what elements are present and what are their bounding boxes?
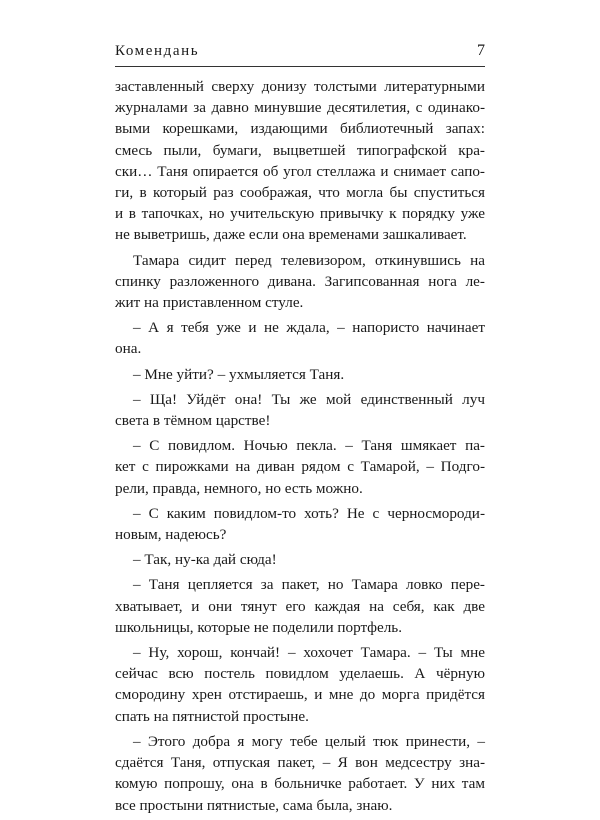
- text-line: спинку разложенного дивана. Загипсованная нога ле-: [115, 272, 485, 290]
- paragraph: [115, 250, 485, 314]
- text-line: смородину хрен отстираешь, и мне до морга придётся: [115, 686, 485, 704]
- paragraph: [115, 389, 485, 431]
- text-line: – Ну, хорош, кончай! – хохочет Тамара. – Ты мне: [133, 644, 485, 662]
- text-line: – А я тебя уже и не ждала, – напористо начинает: [133, 319, 485, 337]
- text-line: спать на пятнистой простыне.: [115, 707, 309, 725]
- text-line: кет с пирожками на диван рядом с Тамарой, – Подго-: [115, 458, 485, 476]
- text-line: – Ща! Уйдёт она! Ты же мой единственный луч: [133, 390, 485, 408]
- text-line: ги, в который раз соображая, что могла бы спуститься: [115, 184, 485, 202]
- text-line: школьницы, которые не поделили портфель.: [115, 618, 403, 636]
- paragraph: [115, 364, 485, 385]
- text-line: рели, правда, немного, но есть можно.: [115, 479, 363, 497]
- text-line: смесь пыли, бумаги, выцветшей типографской кра-: [115, 141, 485, 159]
- text-line: заставленный сверху донизу толстыми литературными: [115, 78, 485, 95]
- text-line: выми корешками, издающими библиотечный запах:: [115, 120, 485, 138]
- text-line: сдаётся Таня, отпуская пакет, – Я вон медсестру зна-: [115, 754, 485, 772]
- text-line: – Мне уйти? – ухмыляется Таня.: [133, 365, 345, 383]
- body-text: [115, 76, 485, 820]
- text-line: все простыни пятнистые, сама была, знаю.: [115, 796, 393, 814]
- text-line: хватывает, и они тянут его каждая на себя, как две: [115, 597, 485, 615]
- text-line: – С повидлом. Ночью пекла. – Таня шмякает па-: [133, 437, 485, 455]
- text-line: – Таня цепляется за пакет, но Тамара ловко пере-: [133, 576, 485, 594]
- text-line: жит на приставленном стуле.: [115, 294, 304, 312]
- text-line: – Этого добра я могу тебе целый тюк принести, –: [133, 732, 485, 750]
- paragraph: [115, 76, 485, 246]
- text-line: – Так, ну-ка дай сюда!: [133, 551, 277, 569]
- paragraph: [115, 731, 485, 816]
- paragraph: [115, 574, 485, 638]
- paragraph: [115, 435, 485, 499]
- running-title: Комендань: [115, 43, 200, 59]
- header-rule: [115, 66, 485, 67]
- paragraph: [115, 642, 485, 727]
- text-line: не выветришь, даже если она временами зашкаливает.: [115, 226, 467, 244]
- text-line: журналами за давно минувшие десятилетия, с одинако-: [115, 99, 485, 117]
- text-line: сейчас всю постель повидлом уделаешь. А чёрную: [115, 665, 485, 683]
- page-number: 7: [477, 42, 485, 59]
- paragraph: [115, 317, 485, 359]
- text-line: ски… Таня опирается об угол стеллажа и снимает сапо-: [115, 162, 485, 180]
- text-line: комую попрошу, она в больничке работает. У них там: [115, 775, 485, 793]
- text-line: она.: [115, 340, 142, 358]
- text-line: света в тёмном царстве!: [115, 412, 271, 430]
- paragraph: [115, 549, 485, 570]
- text-line: и в тапочках, но учительскую привычку к порядку уже: [115, 205, 485, 223]
- text-line: Тамара сидит перед телевизором, откинувшись на: [133, 251, 485, 269]
- text-line: новым, надеюсь?: [115, 526, 227, 544]
- text-line: – С каким повидлом-то хоть? Не с черносмороди-: [133, 504, 485, 522]
- paragraph: [115, 503, 485, 545]
- running-header: [115, 42, 485, 60]
